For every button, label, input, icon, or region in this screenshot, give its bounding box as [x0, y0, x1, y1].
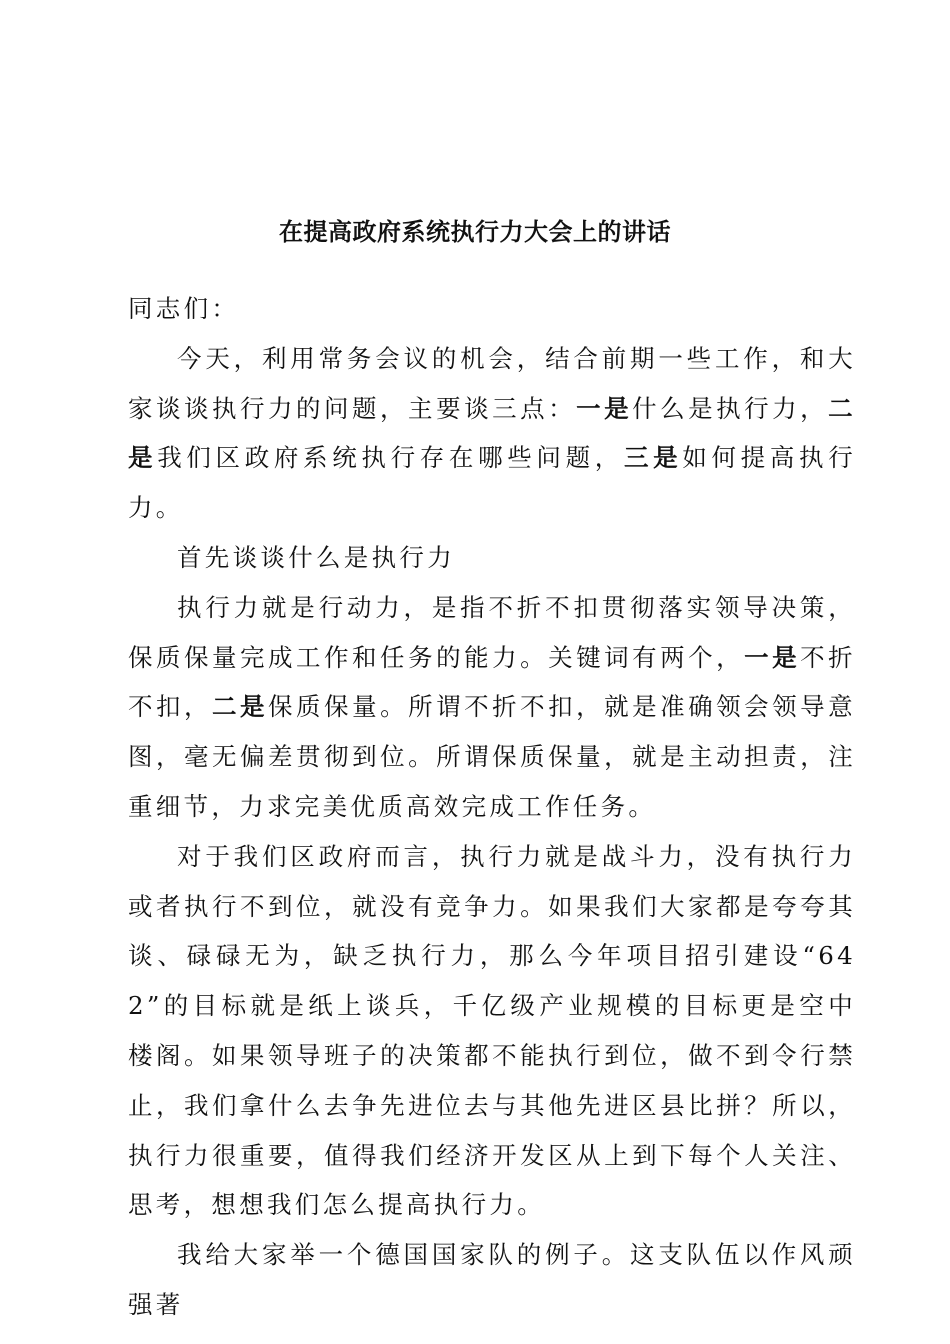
paragraph-text: 如何提高执行力。 [128, 443, 856, 523]
paragraph-text: 我们区政府系统执行存在哪些问题， [157, 443, 624, 473]
paragraph-text: 不折不扣， [128, 642, 856, 722]
paragraph-text: 首先谈谈什么是执行力 [177, 542, 455, 572]
paragraph-text: 什么是执行力， [632, 393, 829, 423]
paragraph-importance [128, 832, 856, 1230]
paragraph-text: 执行力就是行动力，是指不折不扣贯彻落实领导决策，保质保量完成工作和任务的能力。关键词有两个， [128, 592, 856, 672]
paragraph-definition [128, 583, 856, 832]
salutation: 同志们： [128, 294, 240, 323]
emphasis-text: 一是 [576, 393, 633, 423]
paragraph-intro [128, 334, 856, 533]
paragraph-text: 我给大家举一个德国国家队的例子。这支队伍以作风顽强著 [128, 1240, 856, 1319]
paragraph-text: 保质保量。所谓不折不扣，就是准确领会领导意图，毫无偏差贯彻到位。所谓保质保量，就是主动担责，注重细节，力求完美优质高效完成工作任务。 [128, 692, 856, 821]
emphasis-text: 二是 [128, 393, 856, 473]
document-body [128, 284, 856, 1330]
emphasis-text: 三是 [623, 443, 683, 473]
emphasis-text: 二是 [212, 692, 269, 722]
emphasis-text: 一是 [744, 642, 801, 672]
paragraph-text: 今天，利用常务会议的机会，结合前期一些工作，和大家谈谈执行力的问题，主要谈三点： [128, 343, 856, 423]
paragraph-text: 对于我们区政府而言，执行力就是战斗力，没有执行力或者执行不到位，就没有竞争力。如果我们大家都是夸夸其谈、碌碌无为，缺乏执行力，那么今年项目招引建设“642”的目标就是纸上谈兵，千亿级产业规模的目标更是空中楼阁。如果领导班子的决策都不能执行到位，做不到令行禁止，我们拿什么去争先进位去与其他先进区县比拼？所以，执行力很重要，值得我们经济开发区从上到下每个人关注、思考，想想我们怎么提高执行力。 [128, 841, 856, 1220]
section-heading [128, 533, 856, 583]
document-title: 在提高政府系统执行力大会上的讲话 [279, 218, 671, 246]
paragraph-example [128, 1230, 856, 1330]
